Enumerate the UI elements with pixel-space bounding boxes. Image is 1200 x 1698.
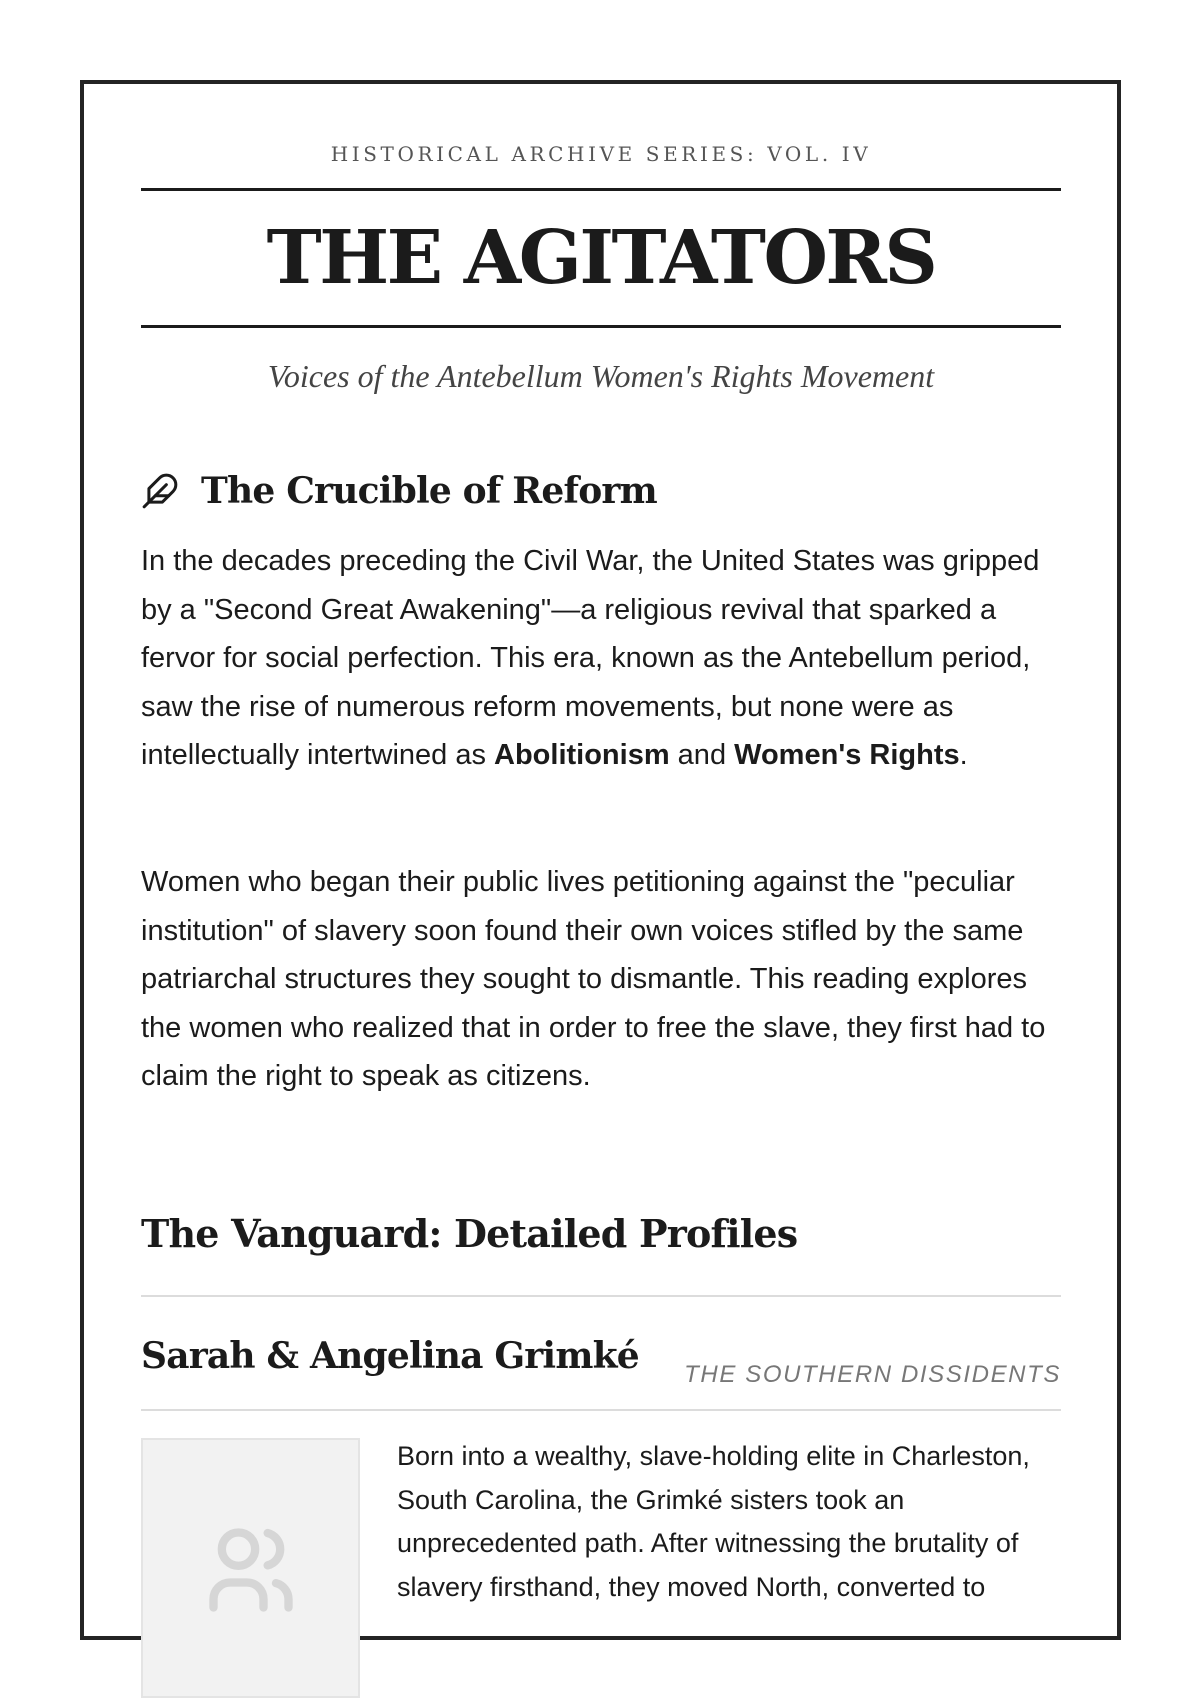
title-bottom-rule: [141, 325, 1061, 328]
intro-paragraph-1-end: .: [959, 739, 968, 771]
profile-bio: Born into a wealthy, slave-holding elite in Charleston, South Carolina, the Grimké sisters took an unprecedented path. After witnessing the brutality of slavery firsthand, they moved North, converted to: [397, 1441, 1030, 1602]
intro-paragraph-1: [141, 537, 1061, 780]
profiles-heading: The Vanguard: Detailed Profiles: [141, 1211, 798, 1256]
page-title: THE AGITATORS: [266, 215, 936, 301]
series-label: HISTORICAL ARCHIVE SERIES: VOL. IV: [330, 142, 872, 166]
profile-name: Sarah & Angelina Grimké: [141, 1335, 639, 1377]
feather-icon: [141, 472, 179, 510]
document-frame: [80, 80, 1121, 1640]
intro-paragraph-2: Women who began their public lives petitioning against the "peculiar institution" of slavery soon found their own voices stifled by the same patriarchal structures they sought to dismantle. This reading explores the women who realized that in order to free the slave, they first had to claim the right to speak as citizens.: [141, 866, 1046, 1092]
profile-tag: THE SOUTHERN DISSIDENTS: [684, 1361, 1061, 1388]
intro-paragraph-1-conjunction: and: [669, 739, 735, 771]
profile-image-placeholder: [141, 1438, 360, 1698]
profiles-heading-rule: [141, 1295, 1061, 1297]
abolitionism-term: Abolitionism: [494, 739, 670, 771]
title-top-rule: [141, 188, 1061, 191]
intro-heading-label: The Crucible of Reform: [201, 470, 657, 512]
intro-paragraph-1-text: In the decades preceding the Civil War, the United States was gripped by a "Second Great Awakening"—a religious revival that sparked a fervor for social perfection. This era, known as the Antebellum period, saw the rise of numerous reform movements, but none were as intellectually intertwined as: [141, 545, 1040, 771]
page-subtitle: Voices of the Antebellum Women's Rights Movement: [267, 358, 935, 394]
intro-heading: [141, 466, 657, 516]
profile-header-rule: [141, 1409, 1061, 1411]
womens-rights-term: Women's Rights: [734, 739, 960, 771]
